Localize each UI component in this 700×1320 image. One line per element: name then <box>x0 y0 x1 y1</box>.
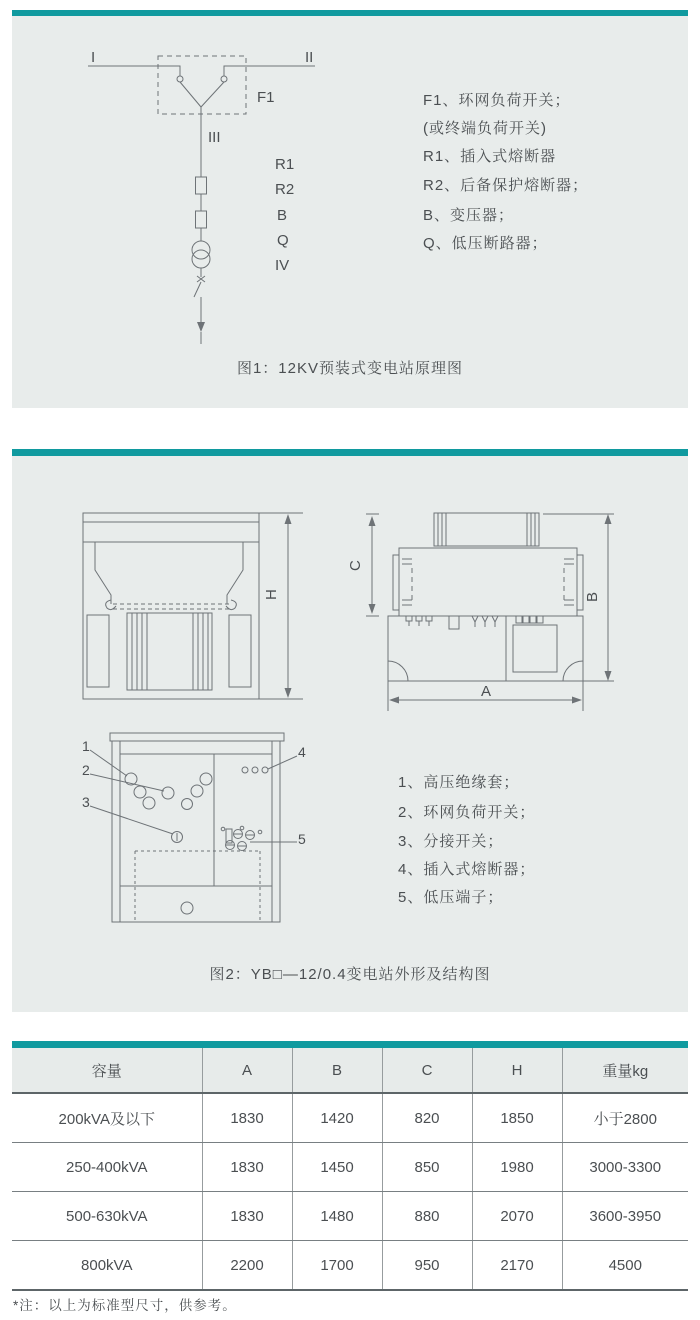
callout-1: 1 <box>82 738 90 754</box>
table-cell: 2170 <box>472 1241 562 1291</box>
hv-bushings <box>125 773 212 810</box>
spec-table-wrap <box>12 1048 688 1291</box>
table-cell: 3000-3300 <box>562 1143 688 1192</box>
table-row <box>12 1143 688 1192</box>
fig2-legend-item: 5、低压端子； <box>398 889 504 906</box>
table-header-row <box>12 1048 688 1093</box>
dim-label-a: A <box>481 683 492 700</box>
dim-label-h: H <box>263 589 280 600</box>
footnote: *注：以上为标准型尺寸，供参考。 <box>13 1298 237 1313</box>
col-header-weight: 重量kg <box>562 1048 688 1093</box>
fig2-legend-item: 4、插入式熔断器； <box>398 861 536 878</box>
table-cell: 2200 <box>202 1241 292 1291</box>
figure1-panel <box>12 16 688 408</box>
fig1-legend-item: Q、低压断路器； <box>423 235 548 252</box>
col-header-b: B <box>292 1048 382 1093</box>
ring-main-switch-symbol <box>158 56 246 114</box>
fuse2-symbol <box>196 211 207 228</box>
arrow-down-icon <box>197 322 205 332</box>
table-row <box>12 1241 688 1291</box>
label-r2: R2 <box>275 181 295 198</box>
lifting-hook-right <box>226 600 236 610</box>
table-cell: 3600-3950 <box>562 1192 688 1241</box>
lv-compartment <box>513 625 557 672</box>
fig2-legend-item: 3、分接开关； <box>398 833 504 850</box>
figure1-caption: 图1：12KV预装式变电站原理图 <box>236 360 464 377</box>
label-r1: R1 <box>275 156 295 173</box>
table-cell: 1980 <box>472 1143 562 1192</box>
col-header-capacity: 容量 <box>12 1048 202 1093</box>
callout-3: 3 <box>82 794 90 810</box>
table-cell: 4500 <box>562 1241 688 1291</box>
col-header-h: H <box>472 1048 562 1093</box>
col-header-c: C <box>382 1048 472 1093</box>
front-view-drawing <box>83 513 259 699</box>
table-cell: 1830 <box>202 1192 292 1241</box>
fig1-legend-item: B、变压器； <box>423 207 515 224</box>
table-row <box>12 1192 688 1241</box>
dim-label-c: C <box>347 560 364 571</box>
label-f1: F1 <box>257 89 275 106</box>
table-cell: 1420 <box>292 1093 382 1143</box>
dimension-c <box>347 514 379 616</box>
table-cell: 850 <box>382 1143 472 1192</box>
table-cell: 1830 <box>202 1093 292 1143</box>
callout-2: 2 <box>82 762 90 778</box>
dim-label-b: B <box>584 591 601 602</box>
label-bus-left: I <box>91 49 96 66</box>
lv-terminals <box>221 826 262 850</box>
fig2-legend-item: 2、环网负荷开关； <box>398 804 536 821</box>
table-cell: 250-400kVA <box>12 1143 202 1192</box>
label-section3: III <box>208 129 221 146</box>
radiator-block <box>127 613 212 690</box>
side-view-drawing <box>388 513 583 681</box>
table-cell: 820 <box>382 1093 472 1143</box>
dimension-b <box>543 514 614 681</box>
label-q: Q <box>277 232 289 249</box>
terminal-pins <box>406 616 543 629</box>
dimension-h <box>259 513 303 699</box>
table-cell: 950 <box>382 1241 472 1291</box>
table-cell: 200kVA及以下 <box>12 1093 202 1143</box>
callout-4: 4 <box>298 744 306 760</box>
fig2-legend-item: 1、高压绝缘套； <box>398 774 520 791</box>
fig1-legend-item: (或终端负荷开关) <box>423 120 547 137</box>
figure1-circuit-svg <box>12 16 688 408</box>
fig1-legend-item: F1、环网负荷开关； <box>423 92 571 109</box>
table-cell: 1850 <box>472 1093 562 1143</box>
fig1-legend-item: R2、后备保护熔断器； <box>423 177 589 194</box>
structure-view-drawing <box>82 733 306 922</box>
table-cell: 800kVA <box>12 1241 202 1291</box>
fig1-legend-item: R1、插入式熔断器 <box>423 148 557 165</box>
label-section4: IV <box>275 257 290 274</box>
plug-in-fuses <box>242 767 268 773</box>
table-cell: 500-630kVA <box>12 1192 202 1241</box>
label-b: B <box>277 207 288 224</box>
bus-lines <box>88 66 315 76</box>
table-cell: 880 <box>382 1192 472 1241</box>
label-bus-right: II <box>305 49 314 66</box>
col-header-a: A <box>202 1048 292 1093</box>
table-cell: 1450 <box>292 1143 382 1192</box>
table-cell: 1480 <box>292 1192 382 1241</box>
table-cell: 1700 <box>292 1241 382 1291</box>
figure2-panel <box>12 456 688 1012</box>
table-cell: 2070 <box>472 1192 562 1241</box>
figure2-drawings-svg <box>12 456 688 1012</box>
dimension-a <box>388 681 583 711</box>
tap-switch <box>172 832 183 843</box>
fuse1-symbol <box>196 177 207 194</box>
callout-5: 5 <box>298 831 306 847</box>
table-row <box>12 1093 688 1143</box>
table-cell: 1830 <box>202 1143 292 1192</box>
spec-table <box>12 1048 688 1291</box>
figure2-caption: 图2：YB□—12/0.4变电站外形及结构图 <box>209 966 491 983</box>
table-cell: 小于2800 <box>562 1093 688 1143</box>
